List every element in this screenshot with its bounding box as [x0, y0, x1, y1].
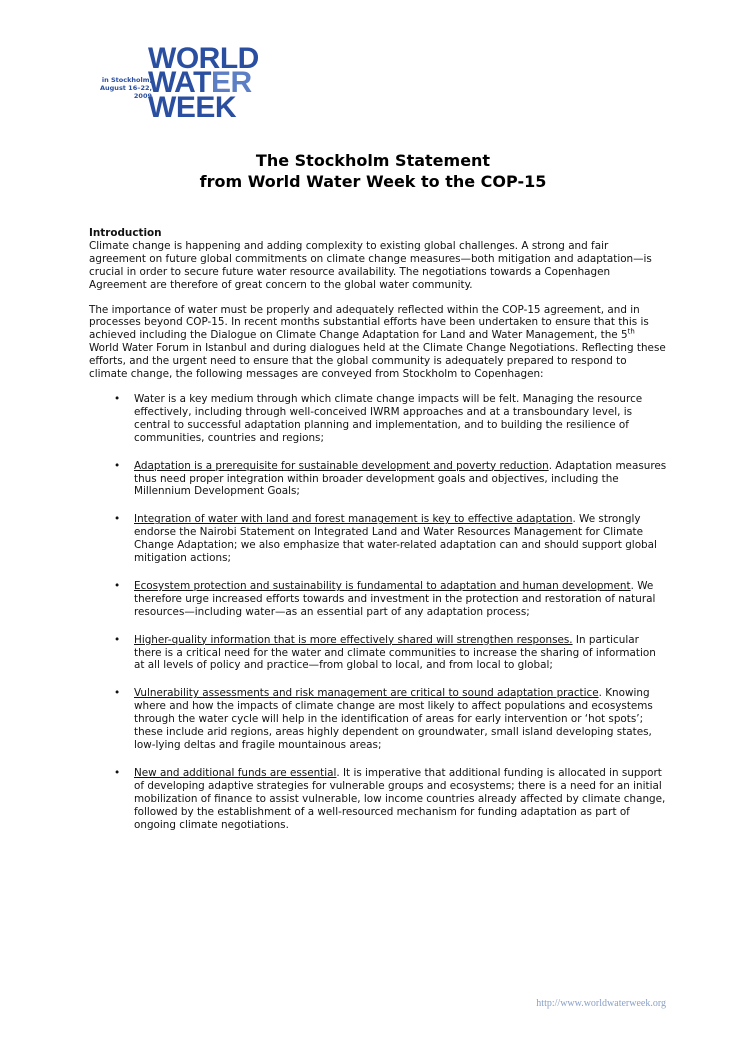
document-title — [0, 150, 746, 192]
logo-tag-dates: August 16–22, 2009 — [100, 84, 152, 100]
message-item — [89, 580, 667, 619]
message-item — [89, 687, 667, 752]
intro-paragraph-2-part-a: The importance of water must be properly and adequately reflected within the COP-15 agreement, and in processes beyond COP-15. In recent months substantial efforts have been undertaken to ensure that this is achieved including the Dialogue on Climate Change Adaptation for Land and Water Management, the 5 — [89, 303, 649, 342]
message-text: Water is a key medium through which climate change impacts will be felt. Managing the resource effectively, including through well-conceived IWRM approaches and at a transboundary level, is central to successful adaptation planning and implementation, and to building the resilience of communities, countries and regions; — [134, 392, 643, 444]
message-text: In particular there is a critical need for the water and climate communities to increase the sharing of information at all levels of policy and practice—from global to local, and from local to global; — [134, 633, 656, 672]
bullet-icon: • — [114, 579, 121, 592]
title-line-2: from World Water Week to the COP-15 — [199, 172, 547, 191]
title-line-1: The Stockholm Statement — [255, 151, 491, 170]
bullet-icon: • — [114, 687, 121, 700]
message-item — [89, 393, 667, 445]
ordinal-superscript: th — [627, 327, 635, 336]
logo-tag-location: in Stockholm, — [101, 76, 152, 84]
world-water-week-logo — [86, 42, 306, 124]
bullet-icon: • — [114, 459, 121, 472]
logo-word-week: WEEK — [148, 91, 236, 124]
bullet-icon: • — [114, 392, 121, 405]
section-heading: Introduction — [89, 227, 162, 239]
bullet-icon: • — [114, 513, 121, 526]
logo-word-world: WORLD — [148, 42, 259, 75]
message-item — [89, 460, 667, 499]
bullet-icon: • — [114, 633, 121, 646]
bullet-icon: • — [114, 766, 121, 779]
logo-tagline — [86, 76, 152, 100]
message-key-phrase: Ecosystem protection and sustainability is fundamental to adaptation and human development — [134, 579, 631, 592]
document-body — [89, 227, 667, 846]
message-item — [89, 634, 667, 673]
message-item — [89, 513, 667, 565]
message-item — [89, 767, 667, 832]
message-key-phrase: Integration of water with land and forest management is key to effective adaptation — [134, 513, 573, 526]
message-key-phrase: Higher-quality information that is more effectively shared will strengthen responses. — [134, 633, 573, 646]
message-key-phrase: New and additional funds are essential — [134, 766, 337, 779]
message-text: . It is imperative that additional funding is allocated in support of developing adaptive strategies for vulnerable groups and ecosystems; there is a need for an initial mobilization of finance to assist vulnerable, low income countries already affected by climate change, followed by the establishment of a well-resourced mechanism for funding adaptation as part of ongoing climate negotiations. — [134, 766, 666, 831]
footer-url[interactable]: http://www.worldwaterweek.org — [536, 998, 666, 1009]
message-text: . We strongly endorse the Nairobi Statement on Integrated Land and Water Resources Management for Climate Change Adaptation; we also emphasize that water-related adaptation can and should support global mitigation actions; — [134, 513, 657, 565]
message-key-phrase: Adaptation is a prerequisite for sustainable development and poverty reduction — [134, 459, 549, 472]
message-list — [89, 393, 667, 831]
message-text: . We therefore urge increased efforts towards and investment in the protection and restoration of natural resources—including water—as an essential part of any adaptation process; — [134, 579, 656, 618]
message-text: . Adaptation measures thus need proper integration within broader development goals and objectives, including the Millennium Development Goals; — [134, 459, 667, 498]
message-key-phrase: Vulnerability assessments and risk management are critical to sound adaptation practice — [134, 687, 599, 700]
intro-paragraph-1: Climate change is happening and adding complexity to existing global challenges. A strong and fair agreement on future global commitments on climate change measures—both mitigation and adaptation—is crucial in order to secure future water resource availability. The negotiations towards a Copenhagen Agreement are therefore of great concern to the global water community. — [89, 239, 652, 291]
message-text: . Knowing where and how the impacts of climate change are most likely to affect populations and ecosystems through the water cycle will help in the identification of areas for early intervention or ‘hot spots’; these include arid regions, areas highly dependent on groundwater, small island developing states, low-lying deltas and fragile mountainous areas; — [134, 687, 653, 751]
logo-word-water-b: ER — [210, 66, 252, 99]
logo-word-water-a: WAT — [148, 66, 211, 99]
intro-paragraph-2 — [89, 304, 667, 381]
intro-paragraph-2-part-b: World Water Forum in Istanbul and during dialogues held at the Climate Change Negotiations. Reflecting these efforts, and the urgent need to ensure that the global community is adequately prepared to respond to climate change, the following messages are conveyed from Stockholm to Copenhagen: — [89, 342, 666, 381]
